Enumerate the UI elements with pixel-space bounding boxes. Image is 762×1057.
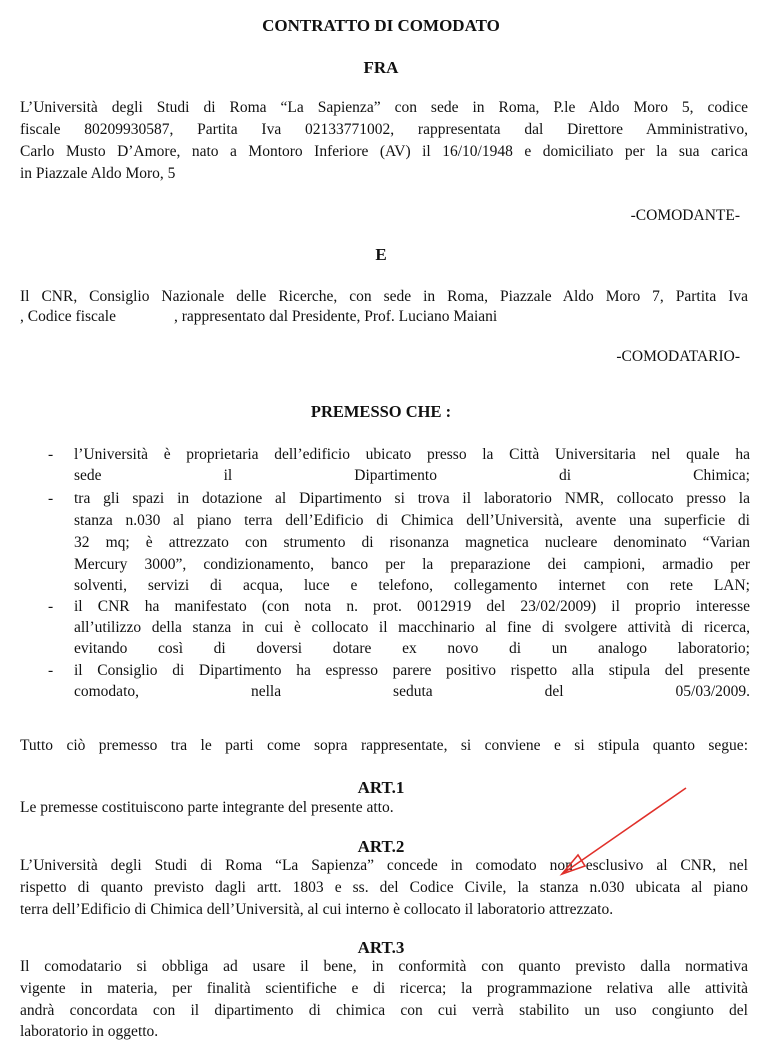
premise-4-line2: comodato, nella seduta del 05/03/2009. — [74, 683, 750, 700]
party2-representative: , rappresentato dal Presidente, Prof. Luciano Maiani — [173, 308, 498, 325]
premise-1-line1: l’Università è proprietaria dell’edificio ubicato presso la Città Universitaria nel quale ha — [74, 446, 750, 463]
bullet-dash: - — [48, 446, 54, 463]
article-2-line2: rispetto di quanto previsto dagli artt. 1803 e ss. del Codice Civile, la stanza n.030 ubicata al piano — [20, 879, 748, 896]
article-1-heading: ART.1 — [357, 778, 405, 797]
premise-2-line2: stanza n.030 al piano terra dell’Edificio di Chimica dell’Università, avente una superficie di — [74, 512, 750, 529]
party1-line4: in Piazzale Aldo Moro, 5 — [20, 165, 176, 182]
intro-sentence: Tutto ciò premesso tra le parti come sopra rappresentate, si conviene e si stipula quanto segue: — [20, 737, 748, 754]
article-3-line1: Il comodatario si obbliga ad usare il bene, in conformità con quanto previsto dalla normativa — [20, 958, 748, 975]
bullet-dash: - — [48, 490, 54, 507]
party1-line3: Carlo Musto D’Amore, nato a Montoro Inferiore (AV) il 16/10/1948 e domiciliato per la sua carica — [20, 143, 748, 160]
article-3-line2: vigente in materia, per finalità scientifiche e di ricerca; la programmazione relativa alle attività — [20, 980, 748, 997]
premises-heading: PREMESSO CHE : — [310, 402, 452, 421]
article-3-heading: ART.3 — [357, 938, 405, 957]
premise-3-line3: evitando così di doversi dotare ex novo di un analogo laboratorio; — [74, 640, 750, 657]
premise-2-line4: Mercury 3000”, condizionamento, banco per la preparazione dei campioni, armadio per — [74, 556, 750, 573]
party1-line2: fiscale 80209930587, Partita Iva 02133771002, rappresentata dal Direttore Amministrativo, — [20, 121, 748, 138]
comodatario-role: -COMODATARIO- — [616, 348, 740, 365]
premise-2-line3: 32 mq; è attrezzato con strumento di risonanza magnetica nucleare denominato “Varian — [74, 534, 750, 551]
premise-1-line2: sede il Dipartimento di Chimica; — [74, 467, 750, 484]
article-2-line1: L’Università degli Studi di Roma “La Sapienza” concede in comodato non esclusivo al CNR, nel — [20, 857, 748, 874]
article-2-heading: ART.2 — [357, 837, 405, 856]
between-label: FRA — [363, 58, 399, 77]
and-label: E — [375, 245, 387, 264]
party2-line1: Il CNR, Consiglio Nazionale delle Ricerche, con sede in Roma, Piazzale Aldo Moro 7, Partita Iva — [20, 288, 748, 305]
premise-3-line2: all’utilizzo della stanza in cui è collocato il macchinario al fine di svolgere attività di ricerca, — [74, 619, 750, 636]
document-title: CONTRATTO DI COMODATO — [262, 16, 500, 35]
party2-fiscal-code-label: , Codice fiscale — [20, 308, 116, 325]
article-3-line4: laboratorio in oggetto. — [20, 1023, 159, 1040]
article-1-line1: Le premesse costituiscono parte integrante del presente atto. — [20, 799, 394, 816]
premise-2-line5: solventi, servizi di acqua, luce e telefono, collegamento internet con rete LAN; — [74, 577, 750, 594]
article-2-line3: terra dell’Edificio di Chimica dell’Università, al cui interno è collocato il laboratorio attrezzato. — [20, 901, 614, 918]
premise-4-line1: il Consiglio di Dipartimento ha espresso parere positivo rispetto alla stipula del presente — [74, 662, 750, 679]
premise-3-line1: il CNR ha manifestato (con nota n. prot. 0012919 del 23/02/2009) il proprio interesse — [74, 598, 750, 615]
article-3-line3: andrà concordata con il dipartimento di chimica con cui verrà stabilito un uso congiunto del — [20, 1002, 748, 1019]
premise-2-line1: tra gli spazi in dotazione al Dipartimento si trova il laboratorio NMR, collocato presso la — [74, 490, 750, 507]
bullet-dash: - — [48, 662, 54, 679]
bullet-dash: - — [48, 598, 54, 615]
party2-line2 — [20, 306, 748, 329]
comodante-role: -COMODANTE- — [630, 207, 740, 224]
party1-line1: L’Università degli Studi di Roma “La Sapienza” con sede in Roma, P.le Aldo Moro 5, codice — [20, 99, 748, 116]
